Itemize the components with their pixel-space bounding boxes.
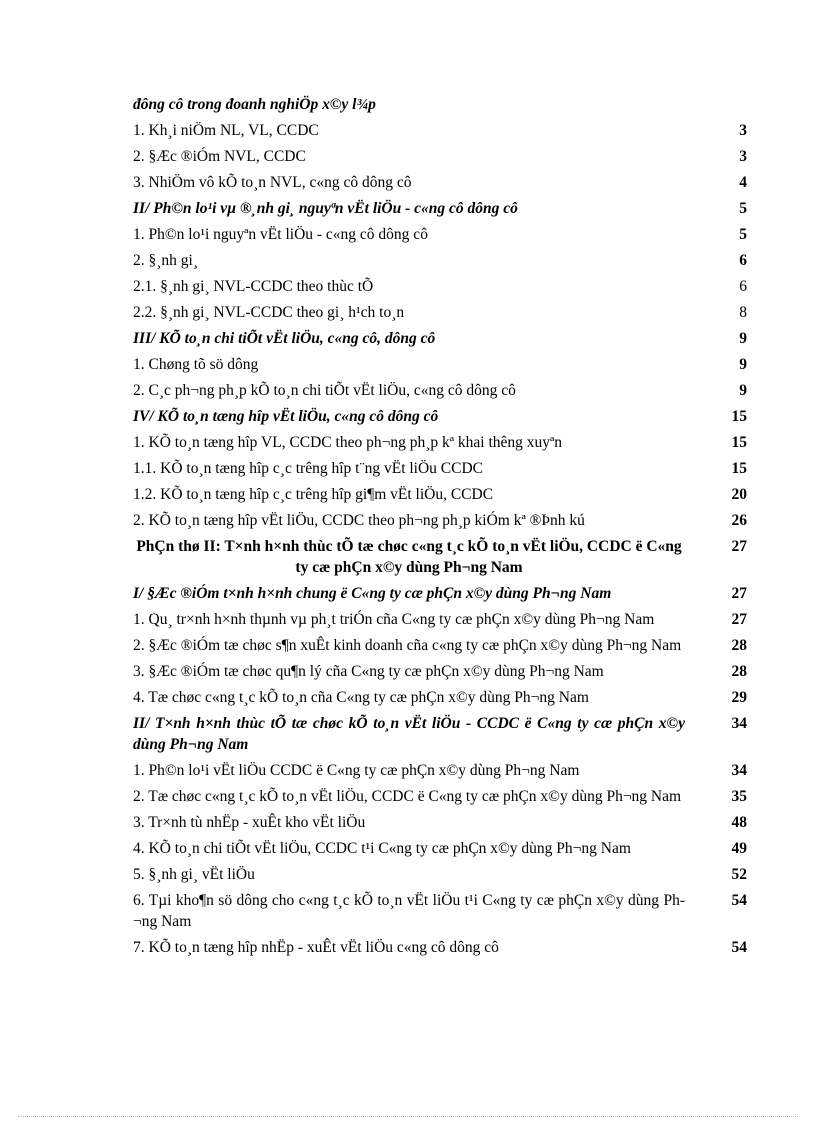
- table-of-contents: [133, 94, 747, 958]
- toc-entry-title: 2.1. §¸nh gi¸ NVL-CCDC theo thùc tÕ: [133, 278, 374, 295]
- toc-entry: [133, 864, 747, 885]
- toc-entry-page: 27: [731, 611, 747, 628]
- toc-entry-page: 48: [731, 814, 747, 831]
- toc-entry-title: 2. C¸c ph¬ng ph¸p kÕ to¸n chi tiÕt vËt liÖu, c«ng cô dông cô: [133, 382, 516, 399]
- toc-entry-title: 1. Ph©n lo¹i vËt liÖu CCDC ë C«ng ty cæ phÇn x©y dùng Ph¬ng Nam: [133, 762, 580, 779]
- toc-entry-page: 26: [731, 512, 747, 529]
- toc-entry-title: 2. §Æc ®iÓm NVL, CCDC: [133, 148, 306, 165]
- toc-entry-page: 6: [739, 252, 747, 269]
- toc-entry-page: 29: [731, 689, 747, 706]
- toc-entry-title: 2. Tæ chøc c«ng t¸c kÕ to¸n vËt liÖu, CCDC ë C«ng ty cæ phÇn x©y dùng Ph¬ng Nam: [133, 788, 682, 805]
- toc-entry-page: 35: [731, 788, 747, 805]
- toc-entry-title: 1. Chøng tõ sö dông: [133, 356, 259, 373]
- toc-entry: [133, 536, 747, 578]
- toc-entry-page: 15: [731, 408, 747, 425]
- toc-entry: [133, 786, 747, 807]
- toc-entry-title: III/ KÕ to¸n chi tiÕt vËt liÖu, c«ng cô, dông cô: [133, 330, 436, 347]
- toc-entry: [133, 760, 747, 781]
- toc-entry-title: 1.1. KÕ to¸n tæng hîp c¸c trêng hîp t¨ng vËt liÖu CCDC: [133, 460, 484, 477]
- toc-entry: [133, 432, 747, 453]
- toc-entry-title: 4. Tæ chøc c«ng t¸c kÕ to¸n cña C«ng ty cæ phÇn x©y dùng Ph¬ng Nam: [133, 689, 589, 706]
- toc-entry: [133, 713, 747, 755]
- toc-entry: [133, 635, 747, 656]
- toc-entry-page: 4: [739, 174, 747, 191]
- toc-entry-page: 9: [739, 382, 747, 399]
- toc-entry: [133, 583, 747, 604]
- toc-entry-title: 3. Tr×nh tù nhËp - xuÊt kho vËt liÖu: [133, 814, 366, 831]
- toc-entry-page: 34: [731, 715, 747, 732]
- toc-entry-page: 28: [731, 663, 747, 680]
- toc-entry-page: 54: [731, 892, 747, 909]
- toc-entry-page: 3: [739, 148, 747, 165]
- toc-entry-title: 1. Qu¸ tr×nh h×nh thµnh vµ ph¸t triÓn cña C«ng ty cæ phÇn x©y dùng Ph¬ng Nam: [133, 611, 655, 628]
- toc-entry: [133, 198, 747, 219]
- toc-entry-title: 2.2. §¸nh gi¸ NVL-CCDC theo gi¸ h¹ch to¸n: [133, 304, 405, 321]
- toc-entry-page: 15: [731, 460, 747, 477]
- toc-entry: [133, 609, 747, 630]
- toc-entry-title: đông cô trong đoanh nghiÖp x©y l¾p: [133, 96, 376, 113]
- toc-entry-page: 6: [739, 278, 747, 295]
- toc-entry-title: 2. §Æc ®iÓm tæ chøc s¶n xuÊt kinh doanh cña c«ng ty cæ phÇn x©y dùng Ph¬ng Nam: [133, 637, 682, 654]
- toc-entry-title: 2. KÕ to¸n tæng hîp vËt liÖu, CCDC theo ph¬ng ph¸p kiÓm kª ®Þnh kú: [133, 512, 585, 529]
- toc-entry-title: 1. Ph©n lo¹i nguyªn vËt liÖu - c«ng cô dông cô: [133, 226, 428, 243]
- toc-entry: [133, 250, 747, 271]
- toc-entry: [133, 937, 747, 958]
- toc-entry-page: 28: [731, 637, 747, 654]
- toc-entry-title: II/ T×nh h×nh thùc tÕ tæ chøc kÕ to¸n vËt liÖu - CCDC ë C«ng ty cæ phÇn x©y dùng Ph¬ng Nam: [133, 715, 685, 753]
- toc-entry-title: 1. KÕ to¸n tæng hîp VL, CCDC theo ph¬ng ph¸p kª khai thêng xuyªn: [133, 434, 563, 451]
- toc-entry-page: 5: [739, 200, 747, 217]
- toc-entry-page: 27: [731, 538, 747, 555]
- toc-entry-title: 5. §¸nh gi¸ vËt liÖu: [133, 866, 255, 883]
- toc-entry: [133, 120, 747, 141]
- toc-entry-title: 3. §Æc ®iÓm tæ chøc qu¶n lý cña C«ng ty cæ phÇn x©y dùng Ph¬ng Nam: [133, 663, 604, 680]
- toc-entry-page: 49: [731, 840, 747, 857]
- toc-entry-title: II/ Ph©n lo¹i vµ ®¸nh gi¸ nguyªn vËt liÖu - c«ng cô dông cô: [133, 200, 518, 217]
- toc-entry-page: 34: [731, 762, 747, 779]
- toc-entry: [133, 510, 747, 531]
- toc-entry: [133, 94, 747, 115]
- toc-entry-page: 20: [731, 486, 747, 503]
- toc-entry: [133, 302, 747, 323]
- toc-entry-page: 3: [739, 122, 747, 139]
- toc-entry-page: 8: [739, 304, 747, 321]
- toc-entry-title: 6. Tµi kho¶n sö dông cho c«ng t¸c kÕ to¸n vËt liÖu t¹i C«ng ty cæ phÇn x©y dùng Ph¬ng Nam: [133, 892, 685, 930]
- toc-entry: [133, 458, 747, 479]
- toc-entry: [133, 380, 747, 401]
- toc-entry-title: PhÇn thø II: T×nh h×nh thùc tÕ tæ chøc c«ng t¸c kÕ to¸n vËt liÖu, CCDC ë C«ng ty cæ phÇn x©y dùng Ph¬ng Nam: [136, 538, 682, 576]
- toc-entry-title: I/ §Æc ®iÓm t×nh h×nh chung ë C«ng ty cæ phÇn x©y dùng Ph¬ng Nam: [133, 585, 612, 602]
- toc-entry: [133, 224, 747, 245]
- toc-entry-title: 1. Kh¸i niÖm NL, VL, CCDC: [133, 122, 319, 139]
- toc-entry: [133, 172, 747, 193]
- toc-entry-page: 52: [731, 866, 747, 883]
- toc-entry: [133, 276, 747, 297]
- toc-entry-title: 7. KÕ to¸n tæng hîp nhËp - xuÊt vËt liÖu c«ng cô dông cô: [133, 939, 499, 956]
- toc-entry: [133, 661, 747, 682]
- toc-entry: [133, 354, 747, 375]
- toc-entry-page: 9: [739, 330, 747, 347]
- toc-entry: [133, 406, 747, 427]
- toc-entry: [133, 812, 747, 833]
- page-bottom-divider: [18, 1116, 798, 1117]
- toc-entry-title: IV/ KÕ to¸n tæng hîp vËt liÖu, c«ng cô dông cô: [133, 408, 439, 425]
- toc-entry-title: 4. KÕ to¸n chi tiÕt vËt liÖu, CCDC t¹i C«ng ty cæ phÇn x©y dùng Ph¬ng Nam: [133, 840, 631, 857]
- toc-entry-page: 5: [739, 226, 747, 243]
- toc-entry: [133, 484, 747, 505]
- toc-entry-page: 54: [731, 939, 747, 956]
- toc-entry-page: 9: [739, 356, 747, 373]
- toc-entry: [133, 687, 747, 708]
- toc-entry-title: 1.2. KÕ to¸n tæng hîp c¸c trêng hîp gi¶m vËt liÖu, CCDC: [133, 486, 494, 503]
- toc-entry: [133, 890, 747, 932]
- toc-entry-page: 15: [731, 434, 747, 451]
- toc-entry: [133, 146, 747, 167]
- toc-entry: [133, 328, 747, 349]
- toc-entry-title: 2. §¸nh gi¸: [133, 252, 199, 269]
- toc-entry-page: 27: [731, 585, 747, 602]
- toc-entry: [133, 838, 747, 859]
- toc-entry-title: 3. NhiÖm vô kÕ to¸n NVL, c«ng cô dông cô: [133, 174, 412, 191]
